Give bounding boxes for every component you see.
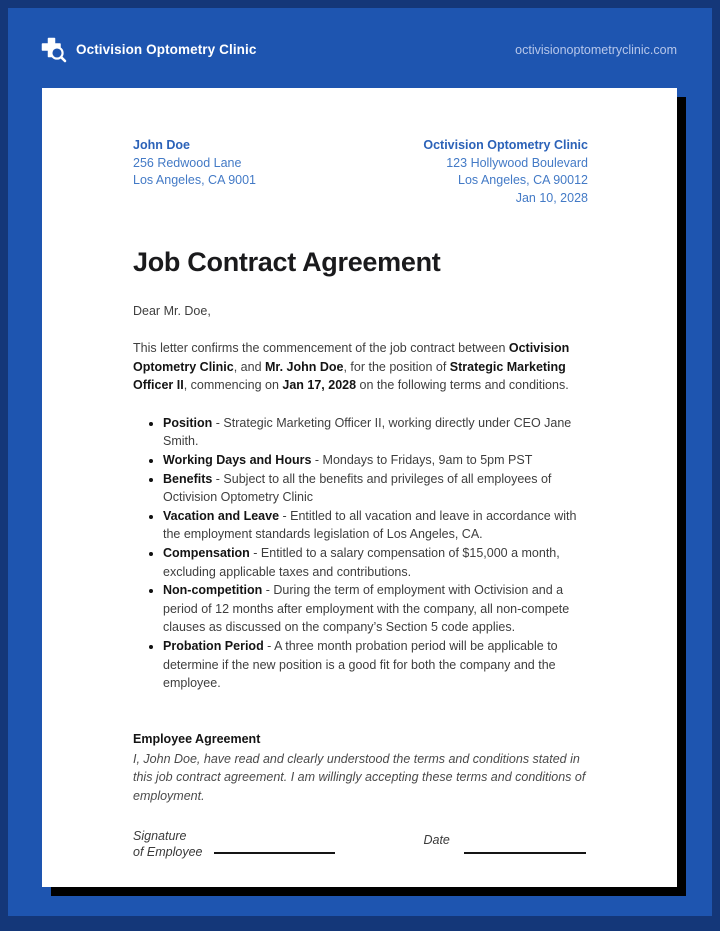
- term-item: [163, 581, 588, 637]
- term-text: - Entitled to a salary compensation of $15,000 a month, excluding applicable taxes and contributions.: [163, 545, 560, 579]
- recipient-address: [133, 137, 256, 207]
- intro-bold-segment: Octivision Optometry Clinic: [133, 341, 570, 374]
- term-label: Probation Period: [163, 638, 264, 653]
- signature-label-line1: Signature: [133, 829, 187, 844]
- intro-bold-segment: Strategic Marketing Officer II: [133, 359, 566, 393]
- address-line: Los Angeles, CA 9001: [133, 173, 257, 187]
- recipient-address-lines: [133, 155, 256, 190]
- employee-signature-field: [133, 829, 335, 860]
- term-text: - A three month probation period will be applicable to determine if the new position is a good fit for both the company and the employee.: [163, 638, 558, 691]
- term-text: - Strategic Marketing Officer II, working directly under CEO Jane Smith.: [163, 415, 572, 449]
- term-label: Position: [163, 415, 213, 430]
- term-label: Vacation and Leave: [163, 508, 280, 523]
- address-line: Los Angeles, CA 90012: [458, 173, 588, 187]
- agreement-heading: Employee Agreement: [133, 731, 261, 746]
- address-line: Jan 10, 2028: [515, 190, 588, 205]
- term-item: [163, 637, 588, 693]
- signature-section: [133, 829, 588, 860]
- signature-label: [133, 829, 202, 860]
- intro-bold-segment: Jan 17, 2028: [282, 378, 357, 393]
- term-text: - Entitled to all vacation and leave in accordance with the employment standards legislation of Los Angeles, CA.: [163, 508, 577, 542]
- signature-line: [214, 852, 335, 854]
- intro-text-segment: , and: [233, 359, 265, 374]
- website-url: octivisionoptometryclinic.com: [515, 42, 677, 57]
- term-label: Non-competition: [163, 583, 263, 598]
- sender-address: [423, 137, 588, 207]
- letterhead-bar: [40, 36, 677, 63]
- brand: [40, 36, 256, 63]
- term-text: - Subject to all the benefits and privileges of all employees of Octivision Optometry Clinic: [163, 471, 552, 505]
- address-line: 123 Hollywood Boulevard: [446, 155, 588, 170]
- agreement-body: I, John Doe, have read and clearly understood the terms and conditions stated in this job contract agreement. I am willingly accepting these terms and conditions of employment.: [133, 751, 586, 803]
- term-label: Working Days and Hours: [163, 452, 312, 467]
- letter-title: Job Contract Agreement: [133, 247, 441, 277]
- date-field: [423, 833, 585, 861]
- recipient-name: John Doe: [133, 138, 190, 152]
- address-block: [133, 137, 588, 207]
- term-item: [163, 414, 588, 451]
- sender-name: Octivision Optometry Clinic: [423, 138, 588, 152]
- optometry-magnifier-icon: [40, 36, 67, 63]
- letter-page: [42, 88, 677, 887]
- intro-text-segment: This letter confirms the commencement of the job contract between: [133, 341, 509, 355]
- intro-text-segment: , commencing on: [183, 378, 283, 393]
- greeting: Dear Mr. Doe,: [133, 304, 211, 318]
- date-line: [464, 852, 586, 854]
- term-text: - During the term of employment with Octivision and a period of 12 months after employment with the company, all non-compete clauses as discussed on the company’s Section 5 code applies.: [163, 583, 570, 635]
- term-text: - Mondays to Fridays, 9am to 5pm PST: [311, 452, 533, 467]
- term-item: [163, 507, 588, 544]
- signature-label-line2: of Employee: [133, 844, 203, 859]
- term-label: Benefits: [163, 471, 213, 486]
- terms-list: [133, 414, 588, 693]
- intro-bold-segment: Mr. John Doe: [265, 359, 344, 374]
- intro-text-segment: on the following terms and conditions.: [356, 378, 569, 393]
- sender-address-lines: [423, 155, 588, 208]
- term-label: Compensation: [163, 545, 250, 560]
- term-item: [163, 470, 588, 507]
- date-label: Date: [423, 832, 450, 847]
- address-line: 256 Redwood Lane: [133, 155, 242, 170]
- brand-name: Octivision Optometry Clinic: [76, 42, 257, 57]
- intro-text-segment: , for the position of: [343, 359, 450, 374]
- term-item: [163, 544, 588, 581]
- term-item: [163, 451, 588, 470]
- intro-paragraph: [133, 339, 588, 395]
